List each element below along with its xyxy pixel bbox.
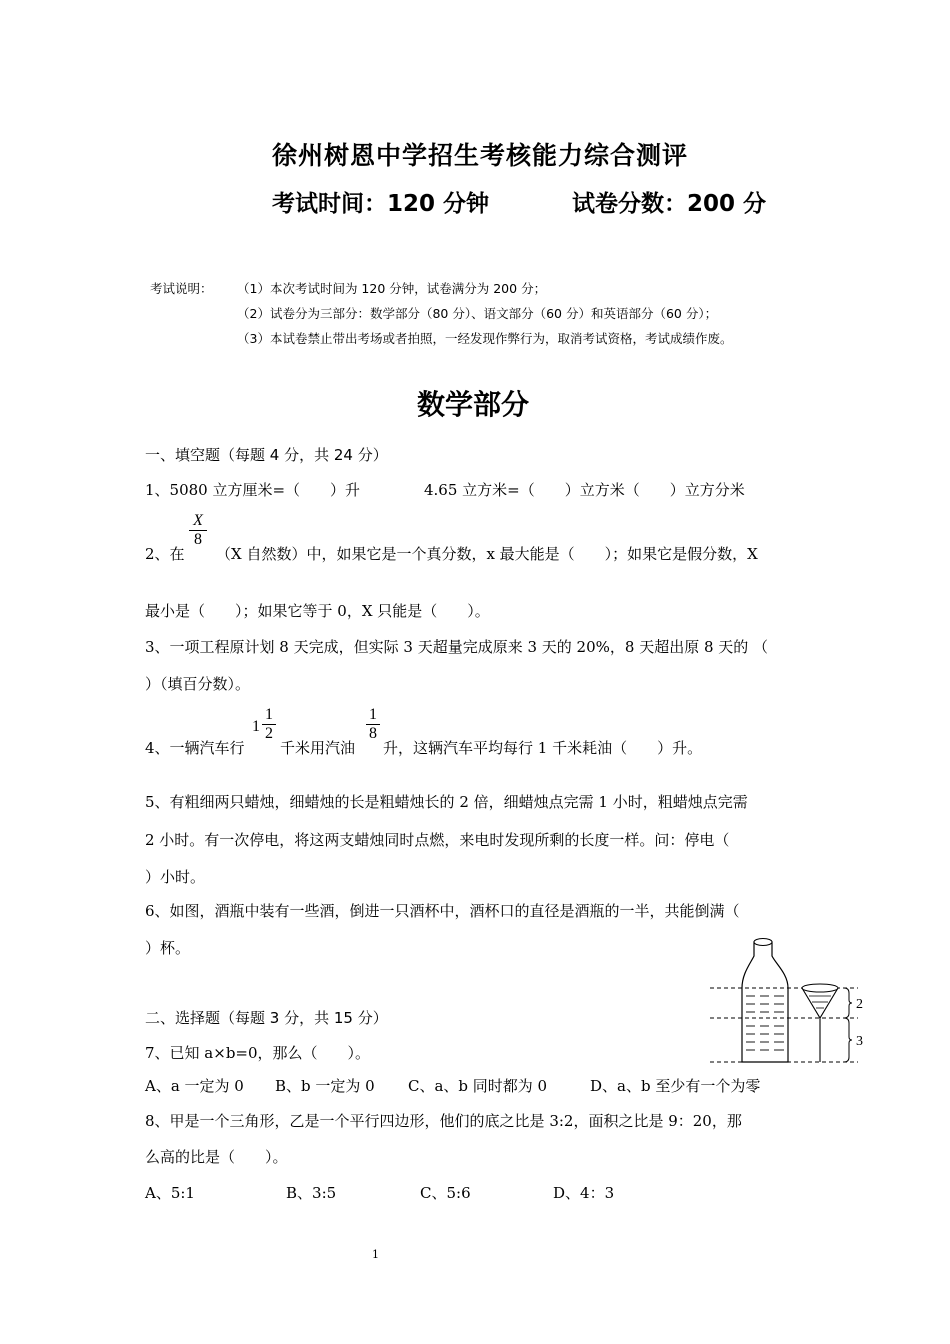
instructions-label: 考试说明： — [150, 281, 213, 296]
question-1b: 4.65 立方米=（ ）立方米（ ）立方分米 — [424, 481, 745, 499]
fraction-numerator: 1 — [265, 706, 273, 723]
question-5-line3: ）小时。 — [145, 868, 206, 886]
dimension-label-top: 2 — [856, 997, 863, 1012]
question-8-option-b: B、3:5 — [286, 1184, 337, 1202]
question-6-line1: 6、如图，酒瓶中装有一些酒，倒进一只酒杯中，酒杯口的直径是酒瓶的一半，共能倒满（ — [145, 902, 740, 920]
part1-heading: 一、填空题（每题 4 分，共 24 分） — [145, 446, 388, 464]
fraction-numerator: 1 — [369, 706, 377, 723]
exam-time: 考试时间：120 分钟 — [272, 191, 490, 217]
question-3-line2: ）（填百分数）。 — [145, 675, 251, 693]
question-8-option-c: C、5:6 — [420, 1184, 471, 1202]
page-number: 1 — [372, 1248, 379, 1261]
question-7-option-d: D、a、b 至少有一个为零 — [590, 1077, 761, 1095]
mixed-number-whole: 1 — [252, 718, 260, 735]
question-3-line1: 3、一项工程原计划 8 天完成，但实际 3 天超量完成原来 3 天的 20%，8 天超出原 8 天的 （ — [145, 638, 769, 656]
question-8-option-d: D、4：3 — [553, 1184, 615, 1202]
cup-rim — [802, 984, 838, 992]
bottle-liquid — [746, 996, 784, 1050]
instruction-item: （3）本试卷禁止带出考场或者拍照，一经发现作弊行为，取消考试资格，考试成绩作废。 — [237, 331, 733, 346]
section-title: 数学部分 — [417, 388, 530, 421]
question-5-line2: 2 小时。有一次停电，将这两支蜡烛同时点燃，来电时发现所剩的长度一样。问：停电（ — [145, 831, 730, 849]
question-8-line2: 么高的比是（ ）。 — [145, 1148, 288, 1166]
question-2-prefix: 2、在 — [145, 545, 185, 563]
bottle-cup-figure — [708, 930, 868, 1070]
dimension-brace-top — [844, 988, 852, 1018]
bottle-outline — [742, 942, 788, 1062]
fraction-denominator: 8 — [369, 725, 377, 742]
part2-heading: 二、选择题（每题 3 分，共 15 分） — [145, 1009, 388, 1027]
fraction-one-eighth — [366, 706, 380, 743]
instruction-item: （1）本次考试时间为 120 分钟，试卷满分为 200 分； — [237, 281, 547, 296]
question-2-line2: 最小是（ ）；如果它等于 0，X 只能是（ ）。 — [145, 602, 490, 620]
question-8-line1: 8、甲是一个三角形，乙是一个平行四边形，他们的底之比是 3:2，面积之比是 9：20，那 — [145, 1112, 742, 1130]
bottle-mouth — [754, 939, 772, 946]
fraction-one-half — [262, 706, 276, 743]
question-6-line2: ）杯。 — [145, 939, 191, 957]
question-4-prefix: 4、一辆汽车行 — [145, 739, 245, 757]
question-4-suffix: 升，这辆汽车平均每行 1 千米耗油（ ）升。 — [383, 739, 703, 757]
instruction-item: （2）试卷分为三部分：数学部分（80 分）、语文部分（60 分）和英语部分（60 分）； — [237, 306, 718, 321]
question-1a: 1、5080 立方厘米=（ ）升 — [145, 481, 361, 499]
question-8-option-a: A、5:1 — [145, 1184, 195, 1202]
fraction-numerator: X — [193, 512, 203, 529]
fraction-denominator: 2 — [265, 725, 273, 742]
exam-score: 试卷分数：200 分 — [572, 191, 767, 217]
question-2-text: （X 自然数）中，如果它是一个真分数，x 最大能是（ ）；如果它是假分数，X — [216, 545, 758, 563]
dimension-label-bottom: 3 — [856, 1034, 863, 1049]
question-7-option-b: B、b 一定为 0 — [275, 1077, 375, 1095]
question-7-stem: 7、已知 a×b=0，那么（ ）。 — [145, 1044, 371, 1062]
fraction-denominator: 8 — [194, 531, 202, 548]
question-7-option-a: A、a 一定为 0 — [145, 1077, 244, 1095]
question-5-line1: 5、有粗细两只蜡烛，细蜡烛的长是粗蜡烛长的 2 倍，细蜡烛点完需 1 小时，粗蜡烛点完需 — [145, 793, 748, 811]
fraction-x-over-8 — [189, 512, 207, 549]
dimension-brace-bottom — [844, 1018, 852, 1062]
question-7-option-c: C、a、b 同时都为 0 — [408, 1077, 548, 1095]
question-4-middle: 千米用汽油 — [280, 739, 356, 757]
exam-title: 徐州树恩中学招生考核能力综合测评 — [272, 141, 689, 170]
